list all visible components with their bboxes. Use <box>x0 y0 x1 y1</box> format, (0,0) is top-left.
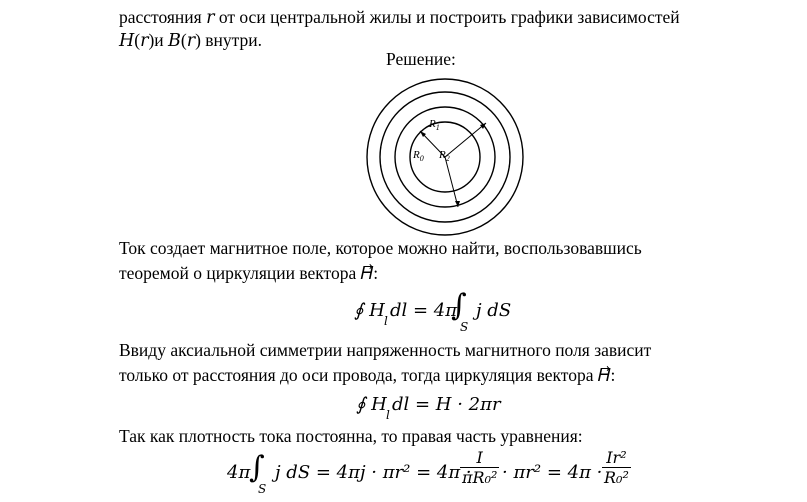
eq3-fraction-1-denominator: πR₀² <box>462 468 498 487</box>
eq3-c: · πr² = 4π · <box>502 462 603 483</box>
paragraph-2-line-2: только от расстояния до оси провода, тогда циркуляция вектора 𝐻⃗: <box>119 365 616 385</box>
eq3-fraction-1-numerator: I <box>460 448 499 468</box>
eq2-subscript: l <box>386 408 390 422</box>
eq1-right: j dS <box>476 300 512 321</box>
eq2-left: ∮ H <box>356 394 387 415</box>
equation-2 <box>356 391 506 421</box>
eq1-left: ∮ H <box>354 300 385 321</box>
eq1-mid: dl = 4π <box>390 300 458 321</box>
equation-3 <box>227 448 647 502</box>
solution-heading: Решение: <box>386 49 456 69</box>
paragraph-1-line-1: Ток создает магнитное поле, которое можно найти, воспользовавшись <box>119 238 642 258</box>
eq3-integral-subscript: S <box>258 482 267 496</box>
eq1-integral-subscript: S <box>460 320 469 334</box>
paragraph-1-line-2: теоремой о циркуляции вектора 𝐻⃗: <box>119 263 379 283</box>
eq3-fraction-2-denominator: R₀² <box>604 468 629 487</box>
eq3-fraction-2-numerator: Ir² <box>602 448 631 468</box>
text-line-1: расстояния 𝑟 от оси центральной жилы и построить графики зависимостей <box>119 7 680 27</box>
text-line-2: 𝐻(𝑟)и 𝐵(𝑟) внутри. <box>119 30 263 50</box>
eq3-b: j dS = 4πj · πr² = 4π · <box>275 462 472 483</box>
eq1-subscript: l <box>384 314 388 328</box>
eq3-a: 4π <box>227 462 251 483</box>
eq3-fraction-1 <box>460 448 499 487</box>
paragraph-2-line-1: Ввиду аксиальной симметрии напряженность магнитного поля зависит <box>119 340 652 360</box>
label-r0: $R_0$ <box>413 149 424 163</box>
integral-sign: ∫ <box>451 288 467 323</box>
label-r1: $R_1$ <box>429 118 440 132</box>
integral-sign: ∫ <box>249 450 265 485</box>
coaxial-cable-figure <box>355 78 535 238</box>
label-r2: $R_2$ <box>439 149 450 163</box>
equation-1 <box>354 288 524 336</box>
paragraph-3-line-1: Так как плотность тока постоянна, то правая часть уравнения: <box>119 426 583 446</box>
eq2-right: dl = H · 2πr <box>392 394 501 415</box>
radius-r2-line <box>445 157 458 207</box>
eq3-fraction-2 <box>602 448 631 487</box>
